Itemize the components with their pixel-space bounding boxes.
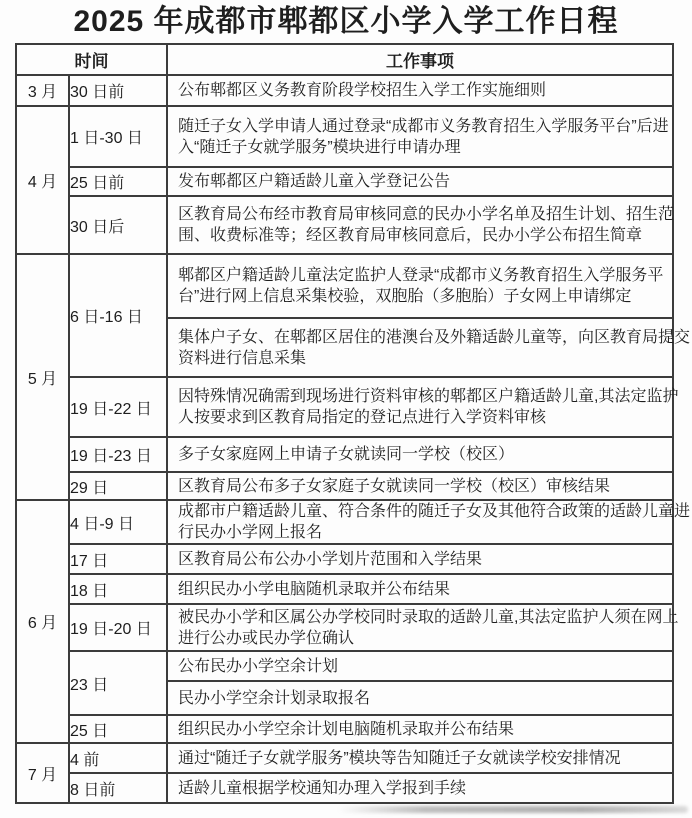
work-item-text: 组织民办小学空余计划电脑随机录取并公布结果 <box>178 720 515 738</box>
work-item-cell <box>167 318 691 377</box>
table-row <box>16 544 673 574</box>
table-row <box>16 377 673 437</box>
work-item-text: 通过“随迁子女就学服务”模块等告知随迁子女就读学校安排情况 <box>178 749 621 767</box>
date-cell: 18 日 <box>69 574 167 604</box>
date-cell: 30 日后 <box>69 196 167 254</box>
table-row <box>16 196 673 254</box>
work-item-cell <box>167 196 673 254</box>
table-row <box>16 715 673 743</box>
work-item-cell <box>167 254 673 318</box>
work-item-cell <box>167 773 673 803</box>
work-item-cell <box>167 106 673 167</box>
month-cell: 6 月 <box>16 500 69 743</box>
table-row <box>16 773 673 803</box>
month-cell: 5 月 <box>16 254 69 500</box>
work-item-cell <box>167 472 673 500</box>
date-cell: 4 前 <box>69 743 167 773</box>
work-item-cell <box>167 715 673 743</box>
work-item-cell <box>167 500 691 544</box>
date-cell: 8 日前 <box>69 773 167 803</box>
table-row <box>16 167 673 196</box>
month-cell: 4 月 <box>16 106 69 254</box>
date-cell: 23 日 <box>69 651 167 715</box>
month-cell: 3 月 <box>16 75 69 106</box>
work-item-cell <box>167 437 673 472</box>
table-row <box>16 472 673 500</box>
date-cell: 19 日-20 日 <box>69 604 167 651</box>
table-row <box>16 106 673 167</box>
work-item-cell <box>167 544 673 574</box>
work-item-cell <box>167 604 679 651</box>
table-row <box>16 651 673 681</box>
table-row <box>16 604 673 651</box>
table-row <box>16 254 673 318</box>
scan-shadow-artifact <box>338 806 688 813</box>
work-item-text: 集体户子女、在郫都区居住的港澳台及外籍适龄儿童等，向区教育局提交资料进行信息采集 <box>178 328 691 367</box>
work-item-text: 多子女家庭网上申请子女就读同一学校（校区） <box>178 446 515 463</box>
table-row <box>16 437 673 472</box>
work-item-text: 区教育局公布多子女家庭子女就读同一学校（校区）审核结果 <box>178 477 611 495</box>
work-item-cell <box>167 681 673 715</box>
work-item-text: 区教育局公布公办小学划片范围和入学结果 <box>178 550 483 568</box>
work-item-text: 因特殊情况确需到现场进行资料审核的郫都区户籍适龄儿童,其法定监护人按要求到区教育局指定的登记点进行入学资料审核 <box>178 388 679 426</box>
work-item-cell <box>167 377 679 437</box>
work-item-text: 随迁子女入学申请人通过登录“成都市义务教育招生入学服务平台”后进入“随迁子女就学服务”模块进行申请办理 <box>178 117 669 156</box>
work-item-text: 公布民办小学空余计划 <box>178 657 339 675</box>
header-time: 时间 <box>16 44 167 75</box>
date-cell: 19 日-23 日 <box>69 437 167 472</box>
work-item-text: 发布郫都区户籍适龄儿童入学登记公告 <box>178 173 451 190</box>
table-header-row <box>16 44 673 75</box>
work-item-cell <box>167 574 673 604</box>
date-cell: 1 日-30 日 <box>69 106 167 167</box>
date-cell: 17 日 <box>69 544 167 574</box>
date-cell: 25 日 <box>69 715 167 743</box>
date-cell: 4 日-9 日 <box>69 500 167 544</box>
page-title: 2025 年成都市郫都区小学入学工作日程 <box>73 5 619 38</box>
header-work: 工作事项 <box>167 44 673 75</box>
work-item-text: 公布郫都区义务教育阶段学校招生入学工作实施细则 <box>178 82 547 99</box>
work-item-cell <box>167 75 673 106</box>
work-item-text: 被民办小学和区属公办学校同时录取的适龄儿童,其法定监护人须在网上进行公办或民办学位确认 <box>178 608 679 647</box>
date-cell: 30 日前 <box>69 75 167 106</box>
work-item-text: 组织民办小学电脑随机录取并公布结果 <box>178 580 451 598</box>
date-cell: 6 日-16 日 <box>69 254 167 377</box>
table-row <box>16 75 673 106</box>
date-cell: 29 日 <box>69 472 167 500</box>
date-cell: 19 日-22 日 <box>69 377 167 437</box>
work-item-text: 区教育局公布经市教育局审核同意的民办小学名单及招生计划、招生范围、收费标准等；经区教育局审核同意后，民办小学公布招生简章 <box>178 206 675 244</box>
work-item-text: 成都市户籍适龄儿童、符合条件的随迁子女及其他符合政策的适龄儿童进行民办小学网上报名 <box>178 503 691 541</box>
work-item-text: 民办小学空余计划录取报名 <box>178 689 371 707</box>
month-cell: 7 月 <box>16 743 69 803</box>
table-row <box>16 743 673 773</box>
work-item-text: 郫都区户籍适龄儿童法定监护人登录“成都市义务教育招生入学服务平台”进行网上信息采集校验，双胞胎（多胞胎）子女网上申请绑定 <box>178 267 664 305</box>
date-cell: 25 日前 <box>69 167 167 196</box>
work-item-cell <box>167 651 673 681</box>
table-row <box>16 574 673 604</box>
work-item-cell <box>167 743 673 773</box>
work-item-cell <box>167 167 673 196</box>
table-row <box>16 500 673 544</box>
work-item-text: 适龄儿童根据学校通知办理入学报到手续 <box>178 779 467 797</box>
schedule-table <box>15 43 691 804</box>
